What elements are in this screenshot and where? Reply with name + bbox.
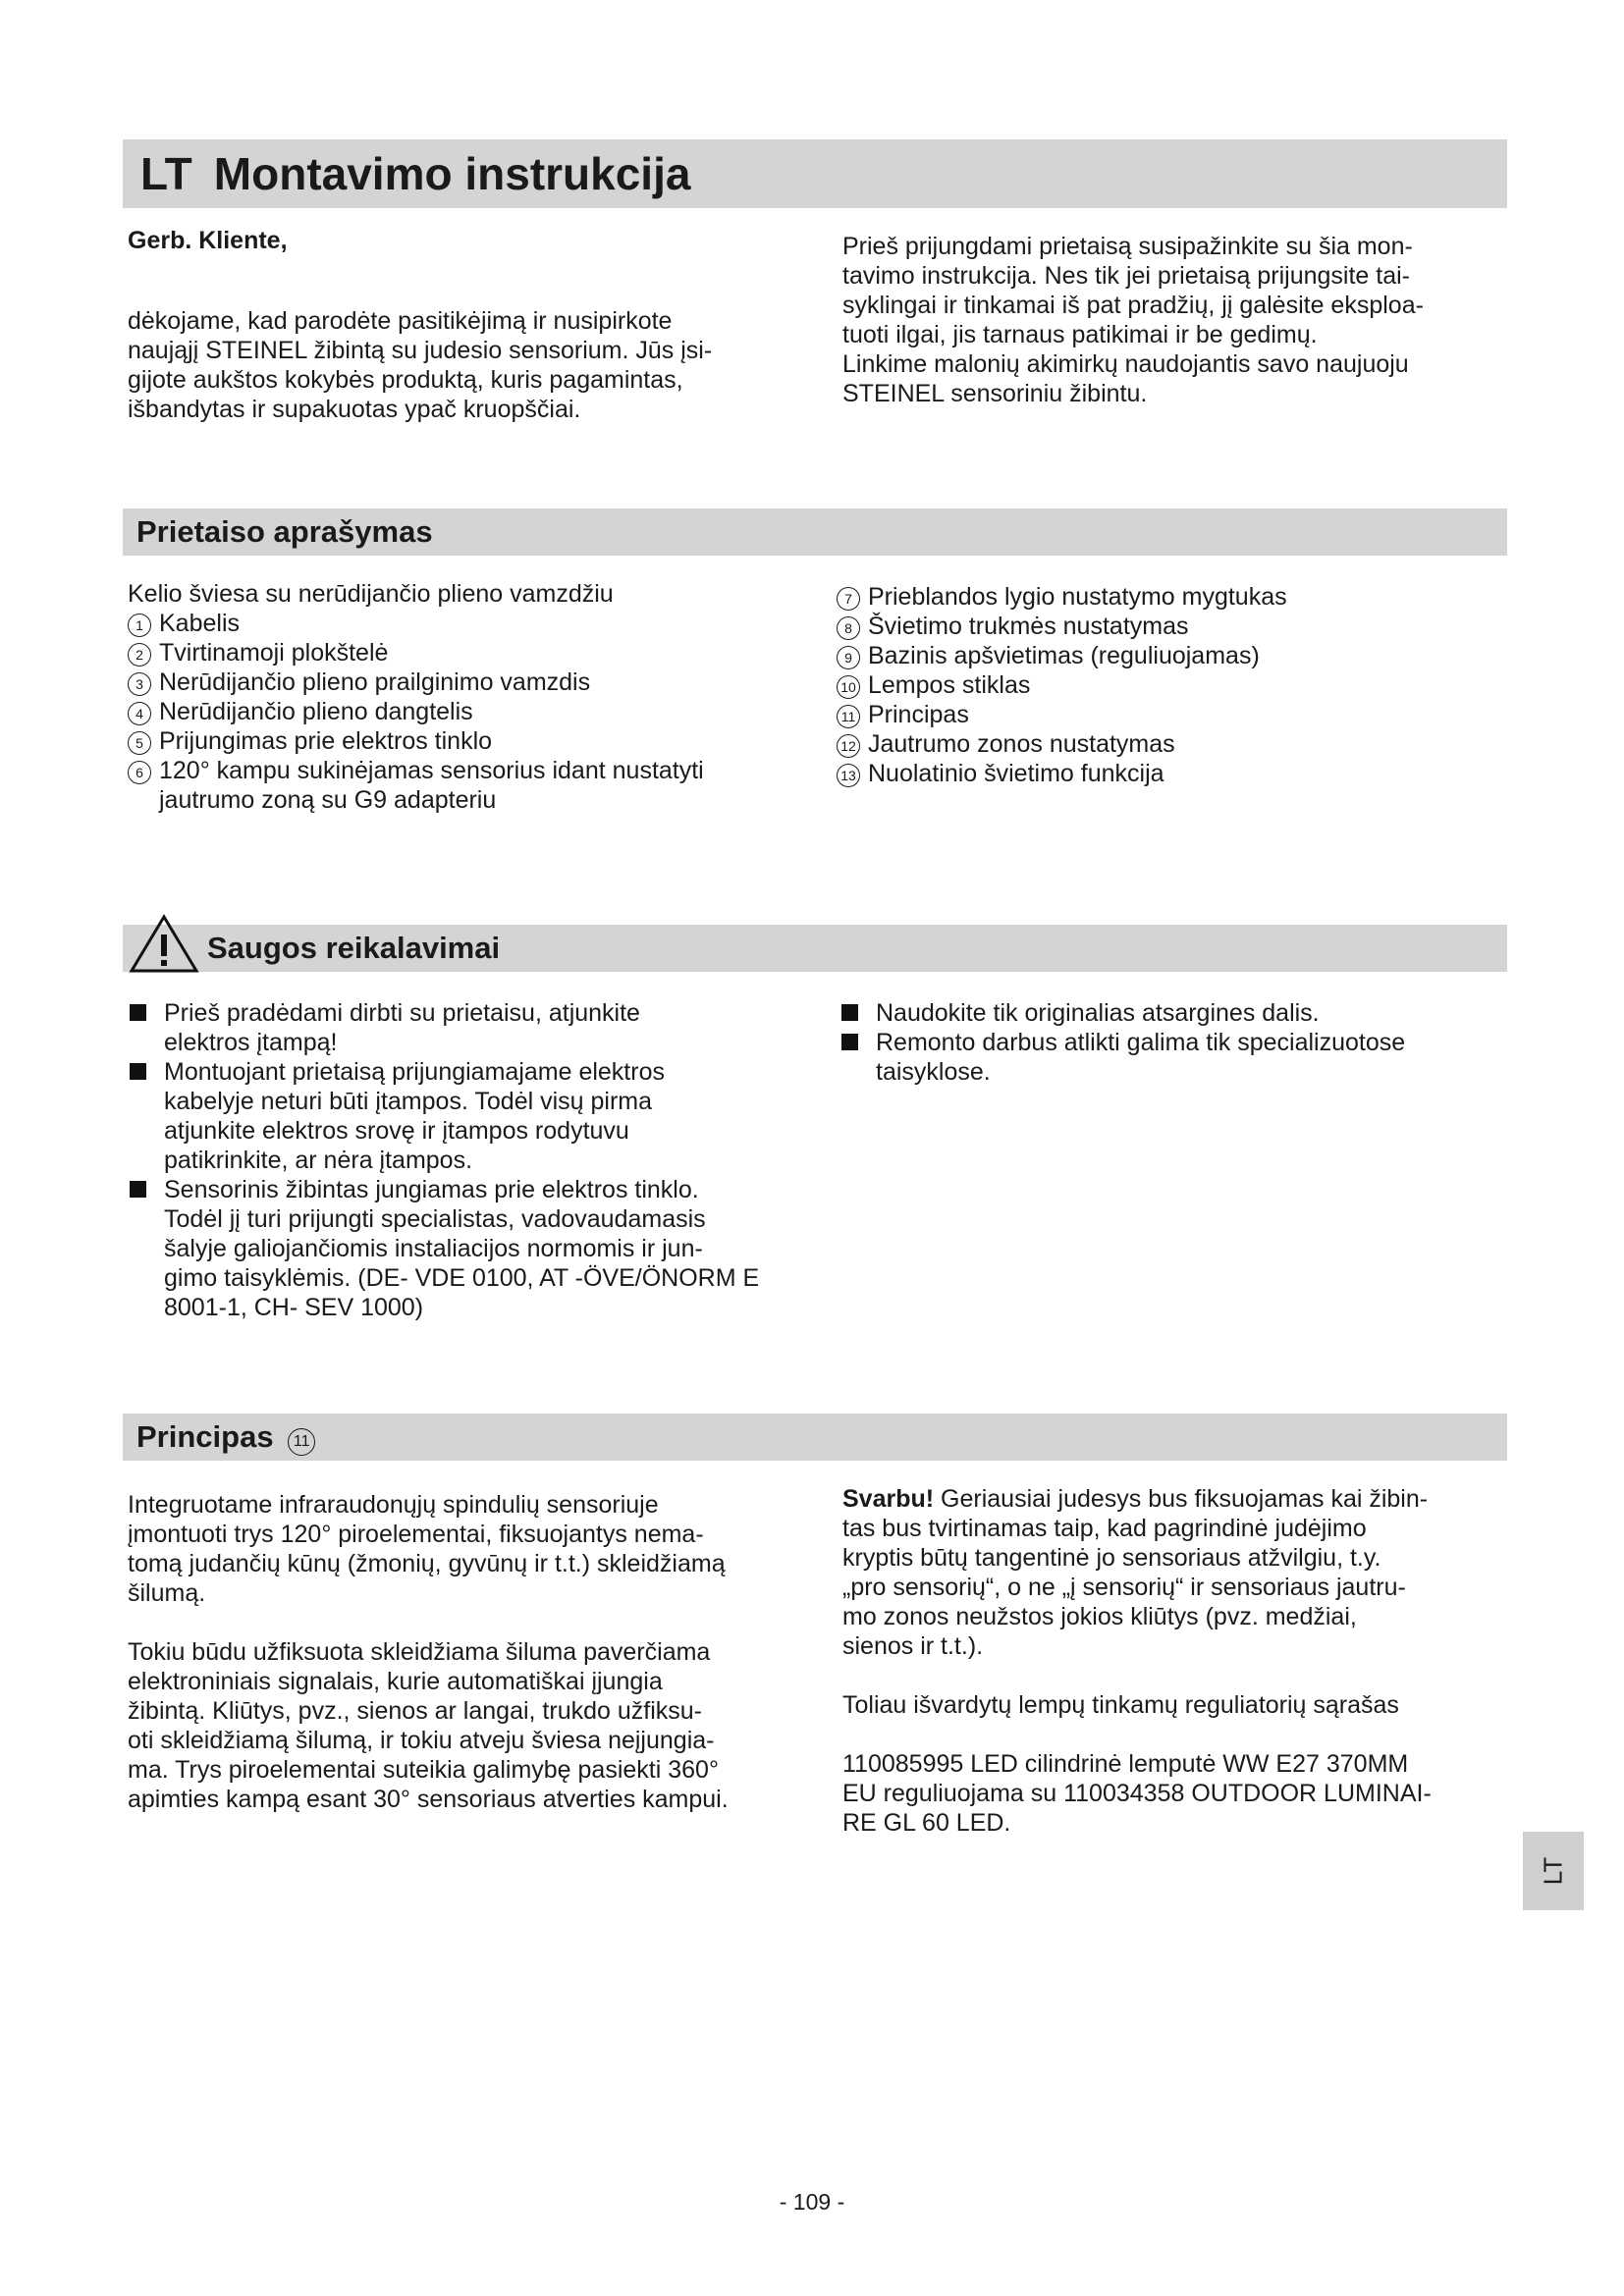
bullet-square (841, 1034, 858, 1050)
bullet-square (130, 1063, 146, 1080)
circled-number: 10 (837, 675, 860, 699)
circled-number: 11 (288, 1428, 315, 1456)
intro-left-line: dėkojame, kad parodėte pasitikėjimą ir nusipirkote (128, 307, 673, 335)
circled-number: 7 (837, 587, 860, 611)
bullet-line: Sensorinis žibintas jungiamas prie elektros tinklo. (164, 1176, 699, 1203)
circled-number: 11 (837, 705, 860, 728)
language-side-tab (1523, 1832, 1584, 1910)
circled-number: 8 (837, 616, 860, 640)
side-tab-label: LT (1538, 1856, 1568, 1886)
part-item (128, 756, 785, 815)
part-item (837, 700, 1514, 729)
principle-line: apimties kampą esant 30° sensoriaus atverties kampui. (128, 1786, 729, 1813)
part-label: Tvirtinamoji plokštelė (159, 639, 389, 667)
part-item (837, 612, 1514, 641)
circled-number: 13 (837, 764, 860, 787)
part-item (837, 729, 1514, 759)
bullet-line: Prieš pradėdami dirbti su prietaisu, atjunkite (164, 999, 640, 1027)
circled-number: 1 (128, 614, 151, 637)
safety-left (126, 998, 813, 1322)
circled-number: 6 (128, 761, 151, 784)
part-item (128, 609, 815, 638)
bullet-square (130, 1004, 146, 1021)
list-intro: Toliau išvardytų lempų tinkamų reguliatorių sąrašas (842, 1691, 1399, 1719)
circled-number: 2 (128, 643, 151, 667)
important-line: kryptis būtų tangentinė jo sensoriaus atžvilgiu, t.y. (842, 1544, 1381, 1572)
section-heading: Saugos reikalavimai (207, 931, 501, 965)
principle-line: Tokiu būdu užfiksuota skleidžiama šiluma paverčiama (128, 1638, 711, 1666)
principle-left (128, 1490, 815, 1814)
principle-line: žibintą. Kliūtys, pvz., sienos ar langai, trukdo užfiksu- (128, 1697, 702, 1725)
principle-line: įmontuoti trys 120° piroelementai, fiksuojantys nema- (128, 1521, 704, 1548)
part-label: Nerūdijančio plieno prailginimo vamzdis (159, 668, 591, 696)
intro-left-line: gijote aukštos kokybės produktą, kuris pagamintas, (128, 366, 683, 394)
principle-line: tomą judančių kūnų (žmonių, gyvūnų ir t.t.) skleidžiamą (128, 1550, 726, 1577)
part-label: Švietimo trukmės nustatymas (868, 613, 1189, 640)
part-item (128, 697, 815, 726)
part-item (837, 641, 1514, 670)
part-item (837, 582, 1514, 612)
part-item (128, 667, 815, 697)
intro-left (128, 226, 815, 424)
circled-number: 12 (837, 734, 860, 758)
title-text: Montavimo instrukcija (213, 148, 691, 199)
part-label: Kabelis (159, 610, 240, 637)
principle-line: elektroniniais signalais, kurie automatiškai įjungia (128, 1668, 663, 1695)
title-bar (123, 139, 1507, 208)
bullet-line: 8001-1, CH- SEV 1000) (164, 1294, 424, 1321)
warning-triangle-icon (129, 913, 199, 974)
important-line: mo zonos neužstos jokios kliūtys (pvz. medžiai, (842, 1603, 1357, 1630)
principle-line: Integruotame infraraudonųjų spindulių sensoriuje (128, 1491, 659, 1519)
intro-right-line: Linkime malonių akimirkų naudojantis savo naujuoju (842, 350, 1409, 378)
bullet-line: Naudokite tik originalias atsargines dalis. (876, 999, 1320, 1027)
part-item (837, 759, 1514, 788)
bullet-square (130, 1181, 146, 1198)
part-label: Prijungimas prie elektros tinklo (159, 727, 493, 755)
circled-number: 3 (128, 672, 151, 696)
important-line: „pro sensorių“, o ne „į sensorių“ ir sensoriaus jautru- (842, 1574, 1406, 1601)
description-right (837, 582, 1514, 788)
intro-left-line: išbandytas ir supakuotas ypač kruopščiai. (128, 396, 581, 423)
bullet-line: šalyje galiojančiomis instaliacijos normomis ir jun- (164, 1235, 703, 1262)
principle-line: oti skleidžiamą šilumą, ir tokiu atveju šviesa neįjungia- (128, 1727, 715, 1754)
intro-right-line: tuoti ilgai, jis tarnaus patikimai ir be gedimų. (842, 321, 1318, 348)
important-label: Svarbu! (842, 1485, 935, 1513)
intro-left-line: naująjį STEINEL žibintą su judesio sensorium. Jūs įsi- (128, 337, 713, 364)
important-line: tas bus tvirtinamas taip, kad pagrindinė judėjimo (842, 1515, 1367, 1542)
safety-bullet (126, 998, 813, 1057)
intro-right-line: Prieš prijungdami prietaisą susipažinkite su šia mon- (842, 233, 1413, 260)
important-text: Geriausiai judesys bus fiksuojamas kai žibin- (934, 1485, 1429, 1513)
bullet-line: patikrinkite, ar nėra įtampos. (164, 1147, 473, 1174)
part-item (128, 638, 815, 667)
part-label: Lempos stiklas (868, 671, 1031, 699)
part-label: Principas (868, 701, 969, 728)
part-label: Nerūdijančio plieno dangtelis (159, 698, 473, 725)
section-description-bar (123, 508, 1507, 556)
greeting: Gerb. Kliente, (128, 227, 288, 254)
section-principle-bar (123, 1414, 1507, 1461)
principle-right (842, 1484, 1520, 1838)
bullet-line: kabelyje neturi būti įtampos. Todėl visų pirma (164, 1088, 653, 1115)
bullet-line: atjunkite elektros srovę ir įtampos rodytuvu (164, 1117, 629, 1145)
circled-number: 4 (128, 702, 151, 725)
list-line: EU reguliuojama su 110034358 OUTDOOR LUMINAI- (842, 1780, 1432, 1807)
part-label: 120° kampu sukinėjamas sensorius idant nustatyti jautrumo zoną su G9 adapteriu (159, 757, 704, 814)
circled-number: 5 (128, 731, 151, 755)
bullet-line: elektros įtampą! (164, 1029, 338, 1056)
bullet-line: Remonto darbus atlikti galima tik specializuotose (876, 1029, 1406, 1056)
description-left (128, 579, 815, 815)
safety-bullet (126, 1057, 813, 1175)
principle-heading-text: Principas (136, 1419, 274, 1454)
safety-bullet (838, 1028, 1515, 1087)
part-label: Jautrumo zonos nustatymas (868, 730, 1175, 758)
part-item (128, 726, 815, 756)
intro-right-line: syklingai ir tinkamai iš pat pradžių, jį galėsite eksploa- (842, 292, 1424, 319)
intro-right-line: tavimo instrukcija. Nes tik jei prietaisą prijungsite tai- (842, 262, 1410, 290)
bullet-line: taisyklose. (876, 1058, 991, 1086)
safety-bullet (838, 998, 1515, 1028)
safety-bullet (126, 1175, 813, 1322)
bullet-line: Montuojant prietaisą prijungiamajame elektros (164, 1058, 665, 1086)
page-title (140, 145, 690, 202)
part-label: Bazinis apšvietimas (reguliuojamas) (868, 642, 1260, 669)
page-number: - 109 - (779, 2189, 845, 2215)
part-item (837, 670, 1514, 700)
intro-right-line: STEINEL sensoriniu žibintu. (842, 380, 1148, 407)
intro-right (842, 232, 1510, 408)
principle-line: ma. Trys piroelementai suteikia galimybę pasiekti 360° (128, 1756, 719, 1784)
part-label: Nuolatinio švietimo funkcija (868, 760, 1164, 787)
part-label: Prieblandos lygio nustatymo mygtukas (868, 583, 1287, 611)
list-line: RE GL 60 LED. (842, 1809, 1011, 1837)
description-intro: Kelio šviesa su nerūdijančio plieno vamzdžiu (128, 580, 614, 608)
section-heading: Prietaiso aprašymas (136, 514, 433, 549)
bullet-line: Todėl jį turi prijungti specialistas, vadovaudamasis (164, 1205, 706, 1233)
language-code: LT (140, 148, 192, 199)
bullet-line: gimo taisyklėmis. (DE- VDE 0100, AT -ÖVE/ÖNORM E (164, 1264, 760, 1292)
section-heading (136, 1417, 315, 1457)
bullet-square (841, 1004, 858, 1021)
important-line: sienos ir t.t.). (842, 1632, 984, 1660)
section-safety-bar (123, 925, 1507, 972)
important-line (842, 1484, 1520, 1514)
principle-line: šilumą. (128, 1579, 206, 1607)
list-line: 110085995 LED cilindrinė lemputė WW E27 370MM (842, 1750, 1409, 1778)
circled-number: 9 (837, 646, 860, 669)
safety-right (838, 998, 1515, 1087)
